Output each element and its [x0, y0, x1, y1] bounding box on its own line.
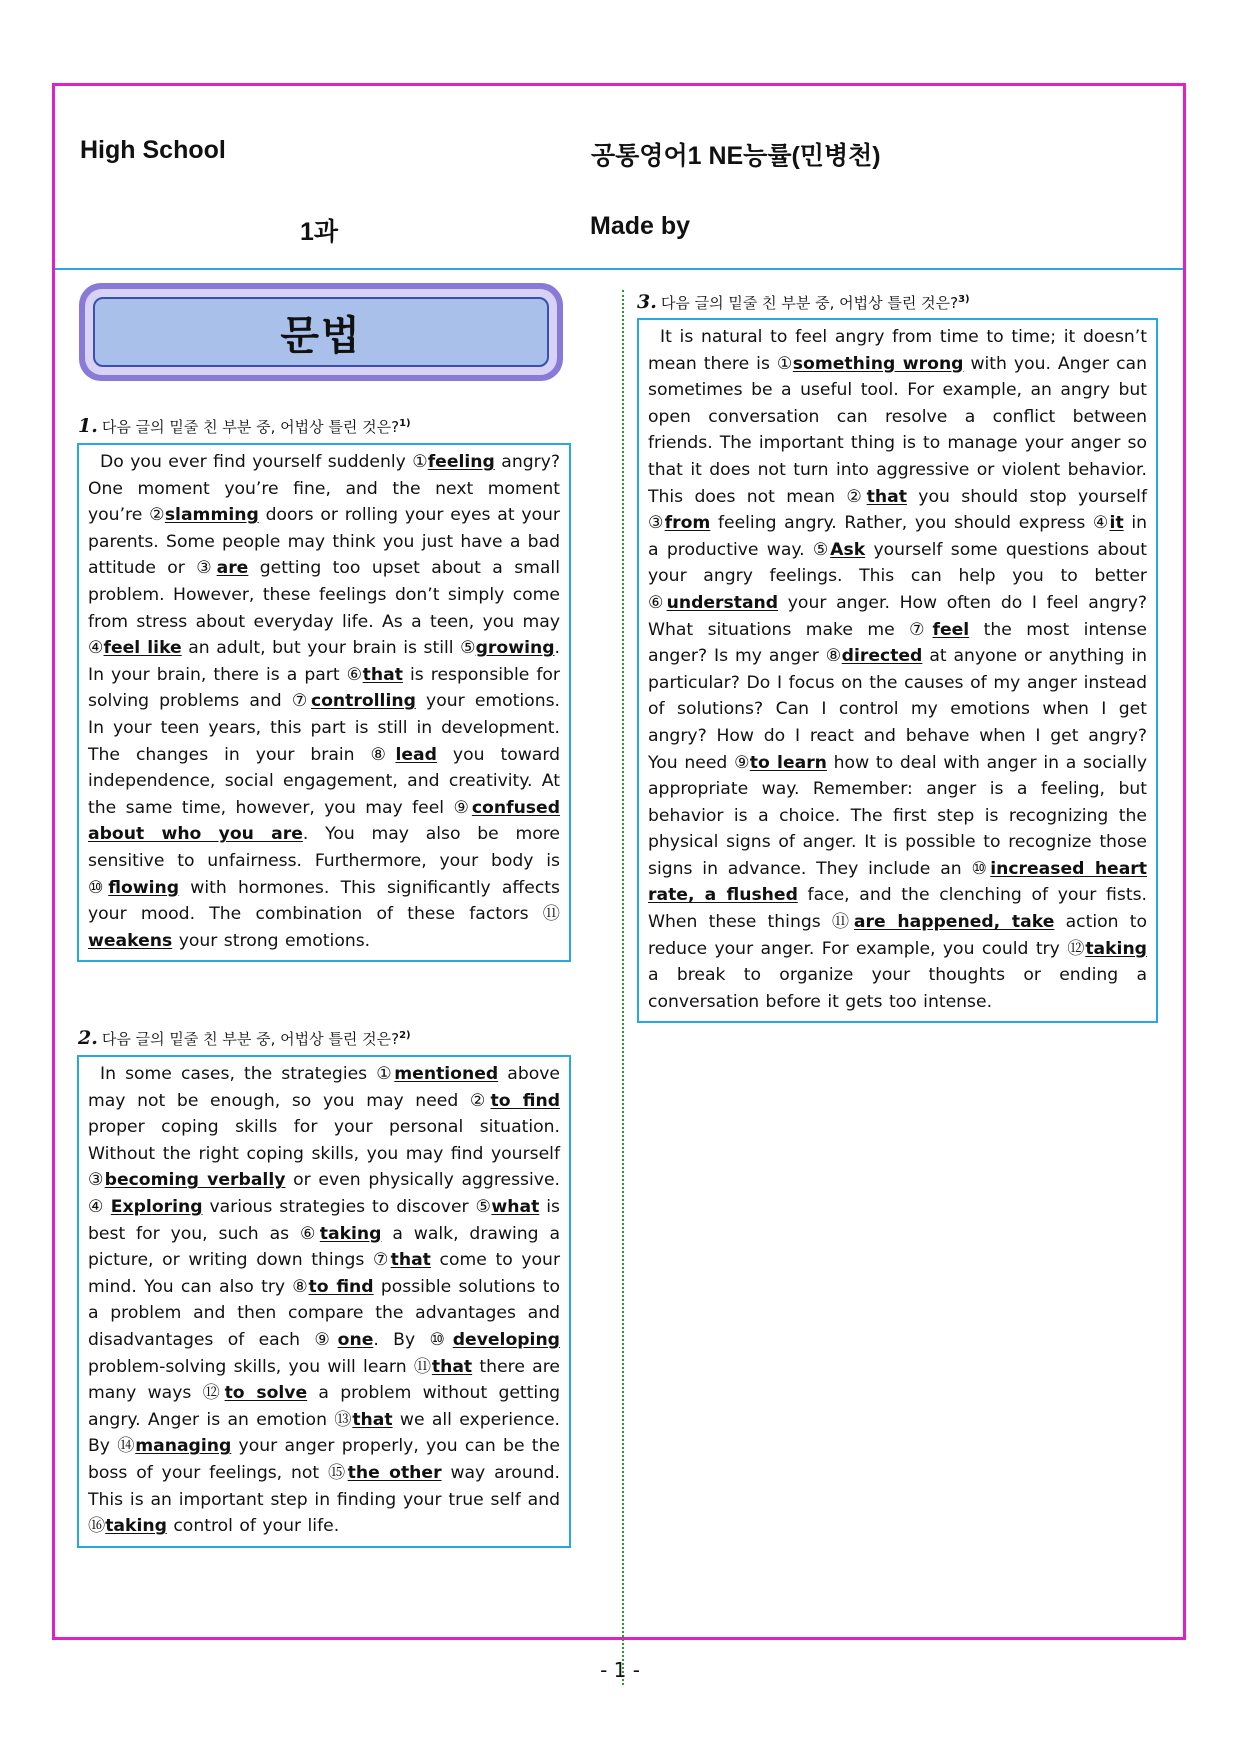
question-3-passage	[637, 318, 1158, 1023]
passage-segment: problem-solving skills, you will learn ⑪	[88, 1356, 432, 1377]
passage-segment: above may not be enough, so you may need ②	[88, 1064, 560, 1111]
underlined-choice: flowing	[108, 877, 180, 898]
underlined-choice: one	[337, 1329, 374, 1350]
underlined-choice: becoming verbally	[104, 1170, 286, 1191]
lesson-label: 1과	[300, 218, 339, 246]
passage-segment: face, and the clenching of your fists. When these things ⑪	[648, 885, 1147, 933]
question-number: 1.	[78, 415, 98, 437]
footnote-ref: 3)	[958, 294, 970, 305]
question-2-label	[78, 1027, 411, 1049]
passage-segment: there are many ways ⑫	[88, 1356, 560, 1404]
passage-segment: you toward independence, social engagement, and creativity. At the same time, however, you may feel ⑨	[88, 744, 560, 818]
underlined-choice: managing	[135, 1436, 232, 1457]
passage-segment: with you. Anger can sometimes be a useful tool. For example, an angry but open conversation can resolve a conflict between friends. The important thing is to manage your anger so that it does not turn into aggressive or violent behavior. This does not mean ②	[648, 353, 1147, 507]
subject-label: 공통영어1 NE능률(민병천)	[591, 142, 881, 170]
passage-segment: come to your mind. You can also try ⑧	[88, 1250, 561, 1297]
school-label: High School	[80, 136, 226, 164]
underlined-choice: to learn	[749, 752, 827, 773]
passage-segment: we all experience. By ⑭	[88, 1409, 560, 1457]
passage-segment: you should stop yourself ③	[648, 486, 1147, 534]
passage-segment: way around. This is an important step in finding your true self and ⑯	[88, 1462, 560, 1537]
passage-segment: feeling angry. Rather, you should express ④	[710, 513, 1110, 534]
passage-segment: the most intense anger? Is my anger ⑧	[648, 619, 1148, 667]
section-title: 문법	[280, 312, 362, 359]
passage-segment: various strategies to discover ⑤	[202, 1196, 492, 1217]
underlined-choice: the other	[347, 1462, 442, 1483]
passage-segment: a walk, drawing a picture, or writing down things ⑦	[88, 1223, 560, 1271]
passage-segment: is best for you, such as ⑥	[88, 1196, 560, 1244]
passage-segment: possible solutions to a problem and then compare the advantages and disadvantages of each ⑨	[88, 1276, 560, 1350]
underlined-choice: taking	[105, 1516, 167, 1537]
underlined-choice: feeling	[427, 452, 495, 472]
passage-segment: your strong emotions.	[172, 930, 371, 951]
question-number: 2.	[78, 1027, 98, 1049]
passage-segment: . In your brain, there is a part ⑥	[88, 638, 560, 685]
underlined-choice: growing	[475, 638, 555, 659]
passage-segment: at anyone or anything in particular? Do I focus on the causes of my anger instead of solutions? Can I control my emotions when I get angry? How do I react and behave when I get angry? You need ⑨	[648, 646, 1147, 773]
underlined-choice: are	[216, 558, 249, 579]
underlined-choice: what	[491, 1196, 540, 1217]
passage-segment: Do you ever find yourself suddenly ①	[100, 452, 428, 472]
section-title-banner	[79, 283, 563, 381]
passage-segment: your emotions. In your teen years, this part is still in development. The changes in your brain ⑧	[88, 691, 561, 765]
footnote-ref: 2)	[399, 1030, 411, 1041]
passage-segment: control of your life.	[166, 1516, 340, 1537]
passage-segment: proper coping skills for your personal situation. Without the right coping skills, you may find yourself ③	[88, 1117, 560, 1191]
passage-segment: in a productive way. ⑤	[648, 513, 1147, 560]
underlined-choice: taking	[319, 1223, 382, 1244]
question-3-label	[637, 291, 970, 313]
underlined-choice: that	[390, 1250, 431, 1271]
passage-segment: is responsible for solving problems and ⑦	[88, 664, 561, 712]
underlined-choice: increased heart rate, a flushed	[648, 858, 1147, 906]
question-prompt: 다음 글의 밑줄 친 부분 중, 어법상 틀린 것은?	[101, 418, 400, 436]
underlined-choice: mentioned	[394, 1064, 499, 1084]
underlined-choice: to find	[490, 1090, 560, 1111]
passage-text	[88, 449, 560, 954]
passage-segment: with hormones. This significantly affects your mood. The combination of these factors ⑪	[88, 877, 560, 925]
underlined-choice: to solve	[224, 1383, 308, 1404]
underlined-choice: slamming	[164, 505, 259, 526]
passage-text	[648, 324, 1147, 1015]
passage-text	[88, 1061, 560, 1540]
passage-segment: how to deal with anger in a socially appropriate way. Remember: anger is a feeling, but behavior is a choice. The first step is recognizing the physical signs of anger. It is possible to recognize those signs in advance. They include an ⑩	[648, 752, 1147, 879]
footnote-ref: 1)	[399, 418, 411, 429]
question-number: 3.	[637, 291, 657, 313]
passage-segment: a break to organize your thoughts or ending a conversation before it gets too intense.	[648, 965, 1147, 1012]
passage-segment: In some cases, the strategies ①	[100, 1064, 395, 1084]
underlined-choice: something wrong	[792, 353, 964, 374]
passage-segment: doors or rolling your eyes at your parents. Some people may think you just have a bad attitude or ③	[88, 505, 560, 579]
passage-segment: action to reduce your anger. For example, you could try ⑫	[648, 912, 1148, 959]
underlined-choice: are happened, take	[853, 912, 1055, 933]
underlined-choice: weakens	[88, 930, 173, 951]
passage-segment: angry? One moment you’re fine, and the next moment you’re ②	[88, 452, 560, 526]
passage-segment: an adult, but your brain is still ⑤	[181, 638, 476, 659]
passage-segment: a problem without getting angry. Anger is an emotion ⑬	[88, 1383, 560, 1430]
made-by-label: Made by	[590, 212, 691, 240]
underlined-choice: developing	[452, 1329, 560, 1350]
passage-segment: . By ⑩	[373, 1329, 453, 1350]
underlined-choice: taking	[1085, 938, 1147, 959]
underlined-choice: feel like	[103, 638, 182, 659]
underlined-choice: understand	[666, 592, 779, 613]
underlined-choice: that	[362, 664, 403, 685]
passage-segment: getting too upset about a small problem. However, these feelings don’t simply come from stress about everyday life. As a teen, you may ④	[88, 558, 560, 659]
column-divider	[622, 290, 624, 1685]
header-divider	[55, 268, 1183, 270]
question-1-label	[78, 415, 411, 437]
passage-segment: . You may also be more sensitive to unfairness. Furthermore, your body is ⑩	[88, 824, 561, 898]
underlined-choice: that	[431, 1356, 473, 1377]
underlined-choice: from	[664, 513, 711, 534]
underlined-choice: confused about who you are	[88, 797, 560, 845]
underlined-choice: Exploring	[110, 1196, 203, 1217]
question-1-passage	[77, 443, 571, 962]
underlined-choice: feel	[932, 619, 970, 640]
underlined-choice: it	[1109, 513, 1124, 534]
question-2-passage	[77, 1055, 571, 1548]
question-prompt: 다음 글의 밑줄 친 부분 중, 어법상 틀린 것은?	[660, 294, 959, 312]
underlined-choice: controlling	[310, 691, 416, 712]
passage-segment: your anger properly, you can be the boss of your feelings, not ⑮	[88, 1436, 560, 1483]
passage-segment: yourself some questions about your angry feelings. This can help you to better ⑥	[648, 539, 1147, 613]
underlined-choice: that	[352, 1409, 393, 1430]
question-prompt: 다음 글의 밑줄 친 부분 중, 어법상 틀린 것은?	[101, 1030, 400, 1048]
underlined-choice: directed	[841, 646, 923, 667]
page-frame	[52, 83, 1186, 1640]
underlined-choice: that	[866, 486, 907, 507]
underlined-choice: Ask	[830, 539, 866, 560]
underlined-choice: lead	[395, 744, 437, 765]
passage-segment: It is natural to feel angry from time to time; it doesn’t mean there is ①	[648, 327, 1147, 374]
page-number: - 1 -	[600, 1658, 640, 1682]
passage-segment: your anger. How often do I feel angry? What situations make me ⑦	[648, 592, 1147, 640]
passage-segment: or even physically aggressive. ④	[88, 1170, 560, 1217]
underlined-choice: to find	[308, 1276, 374, 1297]
